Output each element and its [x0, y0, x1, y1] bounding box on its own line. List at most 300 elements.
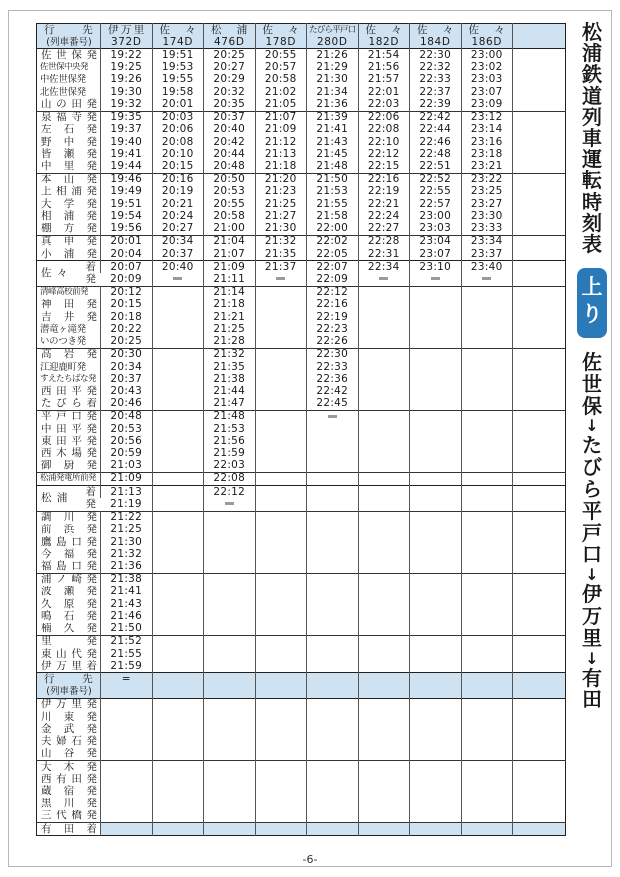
time-cell	[410, 548, 462, 560]
time-cell: 21:30	[307, 74, 359, 86]
time-cell	[255, 798, 307, 810]
time-cell: 22:09	[307, 273, 359, 286]
time-cell: 21:58	[307, 210, 359, 222]
time-cell	[513, 785, 566, 797]
station-name-text: 松 浦	[41, 491, 69, 504]
time-cell: 20:34	[152, 235, 204, 248]
time-cell: 19:41	[101, 148, 153, 160]
time-cell	[513, 398, 566, 411]
time-cell: 20:58	[204, 210, 256, 222]
time-cell	[307, 498, 359, 511]
time-cell: 23:16	[461, 136, 513, 148]
time-cell	[461, 348, 513, 361]
time-cell	[152, 423, 204, 435]
time-cell	[255, 735, 307, 747]
time-cell	[307, 648, 359, 660]
time-cell: 19:51	[152, 49, 204, 62]
station-row	[37, 210, 566, 222]
time-cell	[358, 648, 410, 660]
time-cell	[152, 323, 204, 335]
time-cell: 21:09	[255, 124, 307, 136]
time-cell	[307, 773, 359, 785]
train-number	[307, 686, 359, 699]
time-cell: 21:23	[255, 186, 307, 198]
time-cell: 21:19	[110, 498, 142, 510]
time-cell: 23:00	[410, 210, 462, 222]
station-row	[37, 335, 566, 348]
time-cell: 21:52	[101, 635, 153, 648]
time-cell	[513, 586, 566, 598]
time-cell	[410, 798, 462, 810]
time-cell	[307, 735, 359, 747]
time-cell	[307, 635, 359, 648]
time-cell	[152, 635, 204, 648]
time-cell: 21:11	[204, 273, 256, 286]
time-cell	[152, 648, 204, 660]
time-cell	[152, 560, 204, 573]
time-cell	[307, 623, 359, 636]
time-cell	[204, 785, 256, 797]
time-cell	[513, 798, 566, 810]
time-cell: 22:01	[358, 86, 410, 98]
station-name: 神 田 発	[41, 298, 97, 311]
time-cell	[513, 98, 566, 111]
station-name: 相 浦 発	[41, 210, 97, 222]
station-row	[37, 223, 566, 236]
time-cell	[410, 536, 462, 548]
time-cell: 21:45	[307, 148, 359, 160]
time-cell: 23:30	[461, 210, 513, 222]
time-cell	[255, 410, 307, 423]
time-cell	[255, 635, 307, 648]
station-name: 蔵 宿 発	[41, 785, 97, 797]
station-name: 鳴 石 発	[41, 610, 97, 622]
departure-row	[37, 273, 566, 286]
time-cell: 21:48	[307, 160, 359, 173]
time-cell: 20:40	[204, 124, 256, 136]
time-cell	[204, 748, 256, 761]
header-dest-row-2	[37, 673, 566, 686]
time-cell	[255, 748, 307, 761]
train-number	[461, 686, 513, 699]
station-name: 大 木 発	[41, 760, 97, 773]
time-cell: 20:01	[101, 235, 153, 248]
route-char: び	[582, 455, 602, 480]
time-cell: 22:03	[204, 460, 256, 473]
station-row	[37, 248, 566, 261]
title-char: 道	[582, 83, 602, 108]
title-char: 表	[582, 232, 602, 257]
time-cell	[255, 286, 307, 299]
train-destination: 松 浦	[204, 24, 256, 37]
station-row	[37, 86, 566, 98]
train-number-header-label: (列車番号)	[37, 36, 101, 49]
station-name: すえたちばな発	[40, 373, 96, 384]
time-cell: 20:07	[101, 261, 153, 274]
time-cell	[461, 385, 513, 397]
time-cell: 21:38	[101, 573, 153, 586]
time-cell	[255, 711, 307, 723]
time-cell: 22:45	[307, 398, 359, 411]
time-cell: 20:37	[204, 111, 256, 124]
time-cell	[152, 335, 204, 348]
time-cell: 19:22	[101, 49, 153, 62]
time-cell	[513, 248, 566, 261]
time-cell	[513, 460, 566, 473]
station-name: 佐世保中央発	[40, 62, 88, 73]
time-cell	[358, 335, 410, 348]
time-cell	[410, 648, 462, 660]
time-cell: 20:27	[152, 223, 204, 236]
time-cell: 21:56	[358, 62, 410, 74]
time-cell	[358, 385, 410, 397]
title-char: 松	[582, 20, 602, 44]
train-destination	[410, 673, 462, 686]
time-cell	[358, 460, 410, 473]
time-cell	[255, 460, 307, 473]
time-cell: 21:44	[204, 385, 256, 397]
station-name: 浦ノ崎発	[41, 573, 97, 586]
route-char: 平	[582, 498, 602, 523]
station-row	[37, 735, 566, 747]
time-cell: 21:09	[101, 472, 153, 485]
station-name: 西木場発	[41, 447, 97, 460]
time-cell: 21:35	[204, 361, 256, 373]
train-number	[255, 686, 307, 699]
time-cell: 22:16	[358, 173, 410, 186]
route-char: 戸	[582, 520, 602, 545]
station-row	[37, 186, 566, 198]
time-cell	[410, 660, 462, 673]
time-cell: 21:18	[204, 299, 256, 311]
station-name: いのつき発	[40, 336, 86, 348]
time-cell	[461, 486, 513, 499]
time-cell: 23:22	[461, 173, 513, 186]
time-cell	[358, 435, 410, 447]
time-cell	[461, 335, 513, 348]
time-cell: 23:09	[461, 98, 513, 111]
time-cell	[410, 311, 462, 323]
train-destination: たびら平戸口	[307, 24, 359, 37]
time-cell	[410, 735, 462, 747]
time-cell	[358, 560, 410, 573]
time-cell	[358, 810, 410, 823]
time-cell: 20:55	[255, 49, 307, 62]
station-name: 川 東 発	[41, 711, 97, 723]
time-cell	[152, 798, 204, 810]
time-cell: 21:41	[101, 586, 153, 598]
time-cell	[152, 660, 204, 673]
station-name: 鷹島口発	[41, 535, 97, 548]
time-cell	[513, 648, 566, 660]
time-cell	[513, 311, 566, 323]
time-cell: 22:30	[307, 348, 359, 361]
time-cell	[307, 823, 359, 836]
time-cell	[307, 660, 359, 673]
station-row	[37, 423, 566, 435]
time-cell	[461, 435, 513, 447]
time-cell	[204, 723, 256, 735]
train-destination	[204, 673, 256, 686]
station-row	[37, 62, 566, 74]
time-cell	[152, 447, 204, 459]
time-cell	[204, 735, 256, 747]
station-row	[37, 235, 566, 248]
time-cell	[410, 410, 462, 423]
time-cell	[513, 198, 566, 210]
time-cell	[152, 348, 204, 361]
time-cell	[513, 223, 566, 236]
time-cell	[358, 773, 410, 785]
time-cell	[204, 536, 256, 548]
time-cell: 23:04	[410, 235, 462, 248]
time-cell	[358, 623, 410, 636]
time-cell	[461, 398, 513, 411]
station-row	[37, 385, 566, 397]
time-cell	[358, 511, 410, 524]
station-name: 三代橋発	[41, 809, 97, 822]
time-cell	[513, 810, 566, 823]
station-name: 真 申 発	[41, 235, 97, 248]
train-number: 174D	[152, 36, 204, 49]
time-cell: 21:22	[101, 511, 153, 524]
time-cell	[358, 798, 410, 810]
station-name	[37, 486, 101, 511]
time-cell: 21:36	[307, 98, 359, 111]
station-row	[37, 49, 566, 62]
time-cell	[255, 548, 307, 560]
no-stop-mark	[482, 277, 491, 280]
station-row	[37, 610, 566, 622]
time-cell	[152, 598, 204, 610]
time-cell	[204, 711, 256, 723]
time-cell: 22:37	[410, 86, 462, 98]
time-cell	[410, 385, 462, 397]
time-cell	[255, 323, 307, 335]
time-cell	[101, 810, 153, 823]
train-number	[513, 686, 566, 699]
station-name: 伊万里発	[41, 698, 97, 711]
time-cell	[152, 823, 204, 836]
time-cell	[461, 660, 513, 673]
time-cell	[513, 423, 566, 435]
title-char: 浦	[582, 41, 602, 66]
page-number: -6-	[302, 853, 318, 866]
time-cell	[358, 286, 410, 299]
time-cell: 21:41	[307, 124, 359, 136]
time-cell	[255, 373, 307, 385]
train-number	[101, 686, 153, 699]
time-cell	[461, 498, 513, 511]
time-cell	[358, 410, 410, 423]
station-row	[37, 311, 566, 323]
time-cell	[513, 536, 566, 548]
time-cell: 22:12	[204, 486, 256, 499]
time-cell: 20:25	[101, 335, 153, 348]
time-cell	[513, 560, 566, 573]
route-char: た	[582, 433, 602, 458]
time-cell: 19:53	[152, 62, 204, 74]
time-cell	[204, 660, 256, 673]
time-cell	[461, 524, 513, 536]
train-number	[152, 686, 204, 699]
time-cell: 23:21	[461, 160, 513, 173]
page-title	[579, 22, 605, 255]
time-cell	[410, 423, 462, 435]
no-stop-mark	[328, 415, 337, 418]
time-cell: 20:24	[152, 210, 204, 222]
time-cell	[410, 573, 462, 586]
time-cell: 22:33	[307, 361, 359, 373]
time-cell	[410, 472, 462, 485]
time-cell	[410, 748, 462, 761]
time-cell: 21:07	[204, 248, 256, 261]
station-row	[37, 286, 566, 299]
time-cell: 21:27	[255, 210, 307, 222]
station-name-text: 佐 々	[41, 266, 69, 279]
time-cell: 20:27	[204, 62, 256, 74]
direction-badge	[577, 268, 607, 338]
time-cell: 21:38	[204, 373, 256, 385]
dest-header-label: 行 先	[37, 673, 101, 686]
time-cell	[358, 273, 410, 286]
time-cell	[204, 511, 256, 524]
time-cell	[152, 573, 204, 586]
station-row	[37, 160, 566, 173]
station-row	[37, 598, 566, 610]
time-cell	[513, 299, 566, 311]
station-name: 小 浦 発	[41, 247, 97, 260]
time-cell	[461, 373, 513, 385]
route-char: 田	[582, 687, 602, 712]
time-cell	[152, 486, 204, 499]
time-cell: 22:31	[358, 248, 410, 261]
time-cell	[204, 623, 256, 636]
train-number: 372D	[101, 36, 153, 49]
time-cell: 22:16	[307, 299, 359, 311]
time-cell	[204, 760, 256, 773]
station-row	[37, 198, 566, 210]
time-cell: 21:50	[307, 173, 359, 186]
time-cell: 22:12	[307, 286, 359, 299]
time-cell	[204, 823, 256, 836]
time-cell	[204, 498, 256, 511]
time-cell: 19:51	[101, 198, 153, 210]
time-cell: 19:26	[101, 74, 153, 86]
time-cell: 22:08	[204, 472, 256, 485]
time-cell	[410, 623, 462, 636]
time-cell	[461, 511, 513, 524]
time-cell	[410, 823, 462, 836]
time-cell: 22:55	[410, 186, 462, 198]
time-cell	[461, 286, 513, 299]
time-cell: 22:08	[358, 124, 410, 136]
time-cell: 19:40	[101, 136, 153, 148]
time-cell: 19:35	[101, 111, 153, 124]
time-cell: 21:26	[307, 49, 359, 62]
time-cell	[513, 435, 566, 447]
station-name: 皆 瀬 発	[41, 148, 97, 160]
time-cell	[152, 398, 204, 411]
time-cell: 21:00	[204, 223, 256, 236]
time-cell	[152, 548, 204, 560]
train-destination: 佐 々	[461, 24, 513, 37]
time-cell	[358, 610, 410, 622]
time-cell	[358, 348, 410, 361]
time-cell: 23:03	[410, 223, 462, 236]
time-cell: 23:18	[461, 148, 513, 160]
train-number	[513, 36, 566, 49]
time-cell	[513, 623, 566, 636]
time-cell	[204, 798, 256, 810]
station-row	[37, 136, 566, 148]
time-cell	[307, 598, 359, 610]
time-cell	[358, 398, 410, 411]
time-cell: 22:28	[358, 235, 410, 248]
time-cell: 21:18	[255, 160, 307, 173]
time-cell: 20:40	[152, 261, 204, 274]
time-cell	[513, 635, 566, 648]
time-cell	[410, 711, 462, 723]
station-name: 夫婦石発	[41, 735, 97, 748]
time-cell	[255, 348, 307, 361]
time-cell	[358, 660, 410, 673]
station-name: 吉 井 発	[41, 311, 97, 323]
time-cell	[307, 760, 359, 773]
time-cell: 21:09	[204, 261, 256, 274]
time-cell	[255, 511, 307, 524]
time-cell	[358, 635, 410, 648]
time-cell: 22:34	[358, 261, 410, 274]
time-cell: 21:29	[307, 62, 359, 74]
station-name: 左 石 発	[41, 123, 97, 136]
time-cell	[461, 460, 513, 473]
time-cell	[152, 435, 204, 447]
arrow-down-icon: ↓	[585, 416, 599, 436]
time-cell	[307, 410, 359, 423]
time-cell	[461, 423, 513, 435]
station-row	[37, 361, 566, 373]
station-name	[37, 261, 101, 286]
time-cell	[410, 373, 462, 385]
time-cell	[307, 511, 359, 524]
time-cell	[513, 286, 566, 299]
time-cell	[410, 460, 462, 473]
station-name: 中田平発	[41, 423, 97, 435]
station-name: 清峰高校前発	[40, 287, 88, 298]
time-cell	[358, 536, 410, 548]
time-cell	[410, 447, 462, 459]
station-row	[37, 398, 566, 411]
time-cell	[307, 785, 359, 797]
time-cell: 22:23	[307, 323, 359, 335]
train-number-header-label: (列車番号)	[37, 686, 101, 699]
time-cell: 20:09	[110, 273, 142, 285]
time-cell	[204, 610, 256, 622]
time-cell	[358, 524, 410, 536]
station-name: 野 中 発	[41, 135, 97, 148]
time-cell	[307, 610, 359, 622]
time-cell: 20:37	[101, 373, 153, 385]
train-number	[204, 686, 256, 699]
time-cell	[410, 273, 462, 286]
time-cell: 21:13	[101, 486, 153, 499]
station-row	[37, 98, 566, 111]
time-cell: 20:48	[101, 410, 153, 423]
station-name: 有 田 着	[37, 823, 101, 836]
time-cell	[204, 548, 256, 560]
time-cell: 21:13	[255, 148, 307, 160]
